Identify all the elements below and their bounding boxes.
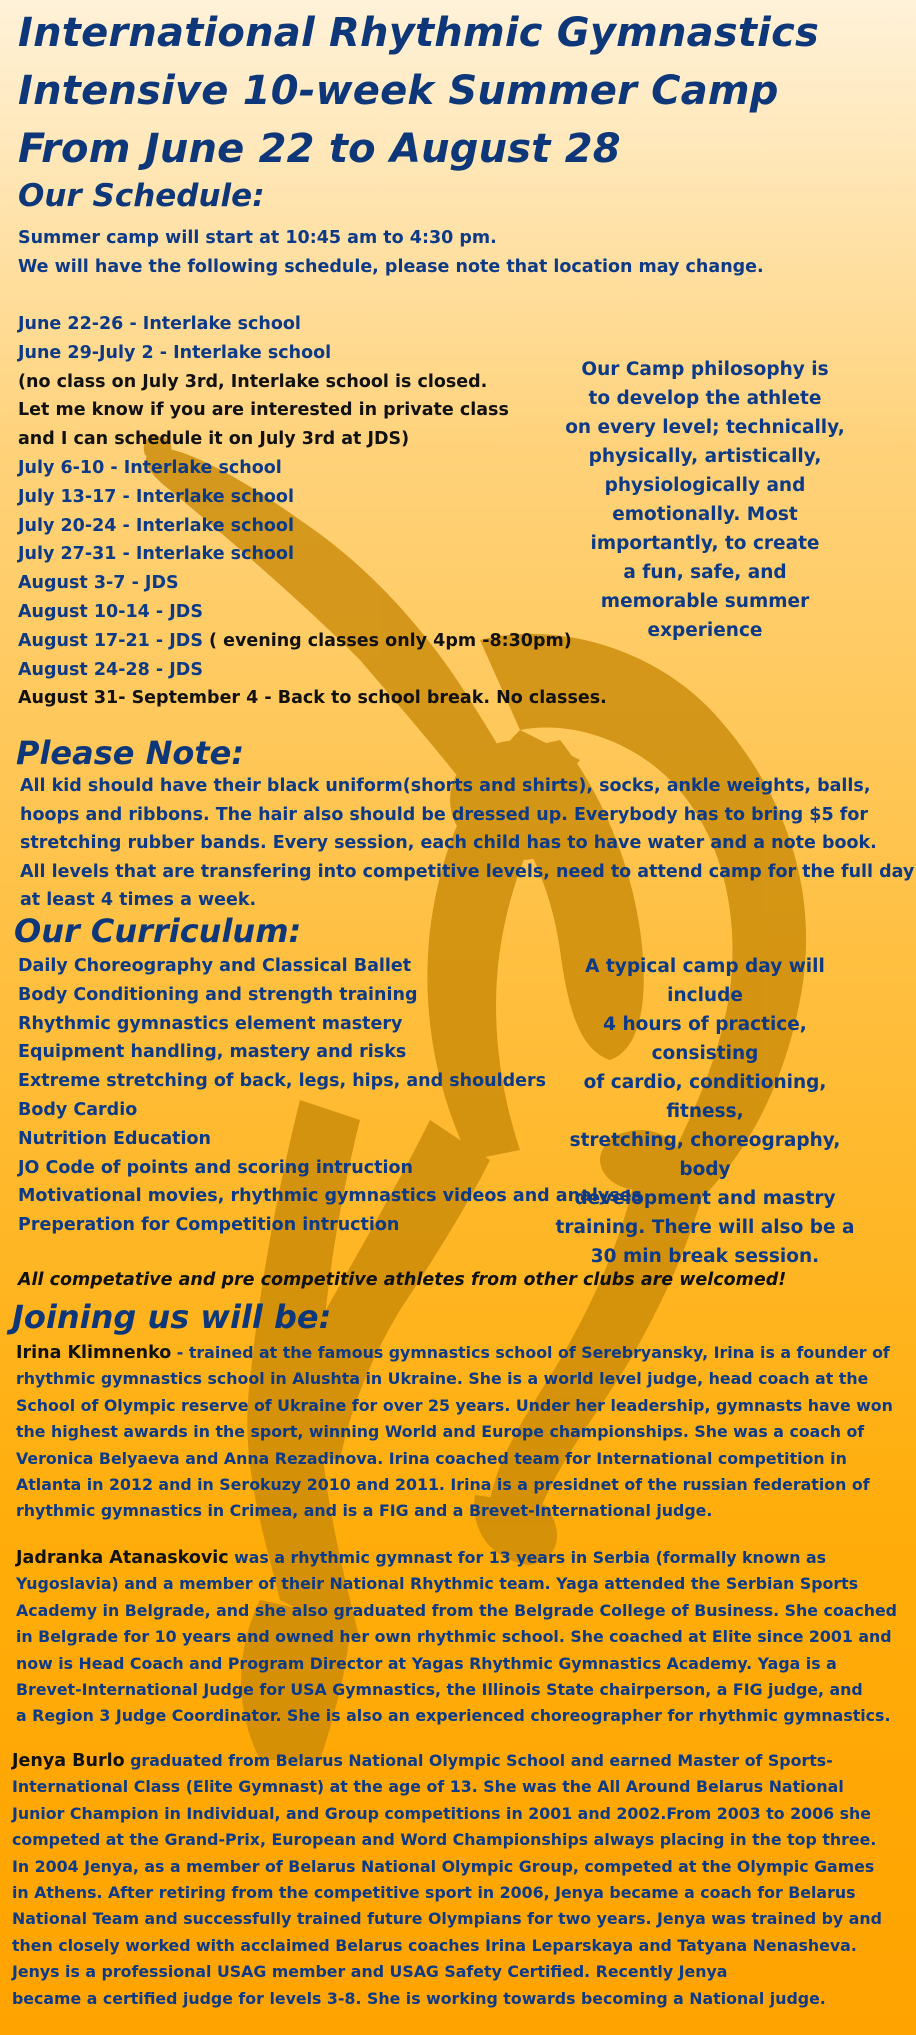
schedule-line: August 24-28 - JDS [18, 659, 203, 680]
schedule-intro-2: We will have the following schedule, please note that location may change. [18, 257, 764, 277]
bio-line-first [16, 1545, 897, 1571]
curriculum-heading: Our Curriculum: [14, 912, 302, 950]
bio-line: Brevet-International Judge for USA Gymnastics, the Illinois State chairperson, a FIG judge, and [16, 1680, 863, 1700]
bio-name: Irina Klimnenko [16, 1343, 172, 1363]
bio-line: National Team and successfully trained future Olympians for two years. Jenya was trained by and [12, 1909, 882, 1929]
schedule-line: July 6-10 - Interlake school [18, 457, 282, 478]
bio-line: the highest awards in the sport, winning World and Europe championships. She was a coach of [16, 1422, 865, 1442]
curriculum-item: Daily Choreography and Classical Ballet [18, 956, 412, 976]
schedule-line-evening [18, 627, 607, 656]
schedule-break-line: August 31- September 4 - Back to school break. No classes. [18, 688, 607, 709]
curriculum-item: Equipment handling, mastery and risks [18, 1042, 407, 1063]
philosophy-line: a fun, safe, and [623, 562, 787, 583]
please-note-line: hoops and ribbons. The hair also should be dressed up. Everybody has to bring $5 for [20, 804, 869, 825]
philosophy-line: importantly, to create [590, 533, 820, 554]
schedule-line: July 27-31 - Interlake school [18, 544, 294, 565]
bio-line: now is Head Coach and Program Director at Yagas Rhythmic Gymnastics Academy. Yaga is a [16, 1653, 837, 1673]
philosophy-line: to develop the athlete [588, 388, 822, 409]
philosophy-line: experience [647, 620, 763, 641]
title-line-2: Intensive 10-week Summer Camp [18, 68, 779, 114]
title-line-3: From June 22 to August 28 [18, 126, 621, 172]
bio-line: School of Olympic reserve of Ukraine for over 25 years. Under her leadership, gymnasts have won [16, 1395, 893, 1415]
curriculum-item: Body Cardio [18, 1099, 138, 1120]
curriculum-item: Rhythmic gymnastics element mastery [18, 1013, 403, 1034]
curriculum-item: JO Code of points and scoring intruction [18, 1157, 413, 1178]
bio-jadranka [16, 1545, 897, 1730]
philosophy-line: emotionally. Most [612, 504, 798, 525]
schedule-heading: Our Schedule: [18, 178, 265, 214]
bio-irina [16, 1340, 893, 1525]
bio-line: Jenys is a professional USAG member and USAG Safety Certified. Recently Jenya [12, 1962, 728, 1982]
schedule-note-line: (no class on July 3rd, Interlake school is closed. [18, 371, 488, 392]
typical-day-line: 30 min break session. [590, 1246, 820, 1267]
bio-line: Academy in Belgrade, and she also graduated from the Belgrade College of Business. She coached [16, 1600, 897, 1620]
typical-day-line: stretching, choreography, body [569, 1130, 841, 1180]
bio-line: Junior Champion in Individual, and Group competitions in 2001 and 2002.From 2003 to 2006 she [12, 1803, 871, 1823]
bio-line: rhythmic gymnastics school in Alushta in Ukraine. She is a world level judge, head coach at the [16, 1369, 869, 1389]
title-line-1: International Rhythmic Gymnastics [18, 10, 820, 56]
philosophy-line: physiologically and [604, 475, 806, 496]
philosophy-line: memorable summer [600, 591, 810, 612]
schedule-line: July 20-24 - Interlake school [18, 515, 294, 536]
please-note-line: at least 4 times a week. [20, 890, 257, 911]
curriculum-item: Preperation for Competition intruction [18, 1215, 400, 1236]
curriculum-item: Extreme stretching of back, legs, hips, and shoulders [18, 1071, 547, 1092]
bio-line: competed at the Grand-Prix, European and Word Championships always placing in the top three. [12, 1830, 877, 1850]
schedule-intro-1: Summer camp will start at 10:45 am to 4:30 pm. [18, 228, 497, 248]
schedule-line: July 13-17 - Interlake school [18, 486, 294, 507]
bio-line: a Region 3 Judge Coordinator. She is also an experienced choreographer for rhythmic gymnastics. [16, 1706, 891, 1726]
typical-day-block [550, 952, 860, 1271]
curriculum-item: Motivational movies, rhythmic gymnastics videos and analyses [18, 1186, 642, 1207]
schedule-line: August 10-14 - JDS [18, 601, 203, 622]
curriculum-item: Nutrition Education [18, 1128, 212, 1149]
typical-day-line: A typical camp day will include [585, 956, 825, 1006]
please-note-line: All kid should have their black uniform(shorts and shirts), socks, ankle weights, balls, [20, 776, 871, 796]
bio-line: in Belgrade for 10 years and owned her own rhythmic school. She coached at Elite since 2001 and [16, 1627, 892, 1647]
welcome-note: All competative and pre competitive athletes from other clubs are welcomed! [18, 1270, 787, 1290]
philosophy-block [560, 355, 850, 645]
typical-day-line: of cardio, conditioning, fitness, [583, 1072, 827, 1122]
bio-line: became a certified judge for levels 3-8. She is working towards becoming a National judge. [12, 1988, 826, 2008]
curriculum-item: Body Conditioning and strength training [18, 984, 418, 1005]
schedule-line: June 29-July 2 - Interlake school [18, 342, 332, 363]
bio-line: In 2004 Jenya, as a member of Belarus National Olympic Group, competed at the Olympic Games [12, 1856, 875, 1876]
curriculum-list [18, 952, 642, 1240]
bio-line: graduated from Belarus National Olympic School and earned Master of Sports- [124, 1751, 833, 1770]
bio-line-first [12, 1748, 882, 1774]
schedule-line: June 22-26 - Interlake school [18, 314, 301, 334]
bio-line: rhythmic gymnastics in Crimea, and is a FIG and a Brevet-International judge. [16, 1501, 713, 1521]
schedule-line: August 3-7 - JDS [18, 573, 179, 594]
philosophy-line: physically, artistically, [588, 446, 822, 467]
bio-name: Jadranka Atanaskovic [16, 1548, 229, 1568]
schedule-line-date: August 17-21 - JDS [18, 630, 203, 651]
typical-day-line: 4 hours of practice, consisting [603, 1014, 807, 1064]
please-note-body [20, 772, 914, 915]
typical-day-line: development and mastry [574, 1188, 836, 1209]
bio-line: - trained at the famous gymnastics school of Serebryansky, Irina is a founder of [171, 1343, 890, 1362]
bio-line: Atlanta in 2012 and in Serokuzy 2010 and 2011. Irina is a presidnet of the russian federation of [16, 1475, 870, 1495]
schedule-evening-note: ( evening classes only 4pm -8:30pm) [209, 630, 572, 651]
joining-heading: Joining us will be: [12, 1298, 332, 1336]
philosophy-line: on every level; technically, [565, 417, 845, 438]
please-note-line: stretching rubber bands. Every session, each child has to have water and a note book. [20, 833, 877, 854]
schedule-note-line: and I can schedule it on July 3rd at JDS) [18, 429, 410, 450]
bio-line: Veronica Belyaeva and Anna Rezadinova. Irina coached team for International competition in [16, 1448, 847, 1468]
bio-line: was a rhythmic gymnast for 13 years in Serbia (formally known as [228, 1548, 827, 1567]
bio-line: Yugoslavia) and a member of their National Rhythmic team. Yaga attended the Serbian Sports [16, 1574, 859, 1594]
bio-line: in Athens. After retiring from the competitive sport in 2006, Jenya became a coach for Belarus [12, 1883, 856, 1903]
typical-day-line: training. There will also be a [555, 1217, 855, 1238]
philosophy-line: Our Camp philosophy is [581, 359, 829, 380]
bio-line-first [16, 1340, 893, 1366]
please-note-line: All levels that are transfering into competitive levels, need to attend camp for the full day [20, 861, 915, 882]
please-note-heading: Please Note: [16, 734, 245, 772]
schedule-note-line: Let me know if you are interested in private class [18, 400, 509, 421]
schedule-list [18, 310, 607, 713]
bio-line: then closely worked with acclaimed Belarus coaches Irina Leparskaya and Tatyana Nenasheva. [12, 1935, 857, 1955]
bio-line: International Class (Elite Gymnast) at the age of 13. She was the All Around Belarus National [12, 1777, 844, 1797]
bio-jenya [12, 1748, 882, 2012]
bio-name: Jenya Burlo [12, 1751, 125, 1771]
